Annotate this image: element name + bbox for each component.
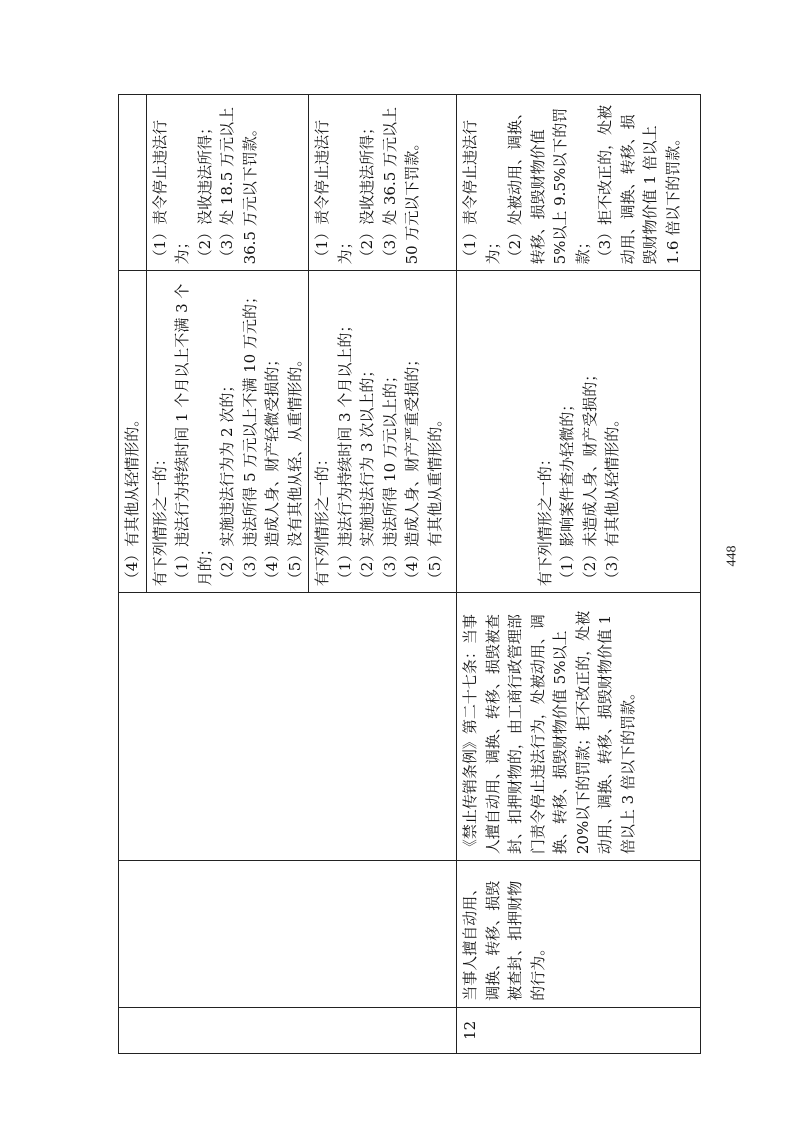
table-row <box>457 95 701 1054</box>
penalty-line: （1）责令停止违法行为； <box>313 119 354 265</box>
cell-conditions-r2 <box>309 271 457 593</box>
condition-line: （1）影响案件查办轻微的； <box>558 396 576 587</box>
cell-conditions-r3 <box>457 271 701 593</box>
cell-penalties-r3 <box>457 95 701 271</box>
condition-line: 有下列情形之一的： <box>150 451 169 587</box>
violation-act: 当事人擅自动用、调换、转移、损毁被查封、扣押财物的行为。 <box>457 861 701 1008</box>
condition-line: （3）违法所得 10 万元以上的； <box>380 368 399 587</box>
cell-conditions-r1 <box>146 271 309 593</box>
cell-penalties-r2 <box>309 95 457 271</box>
penalty-line: （1）责令停止违法行为； <box>150 119 191 265</box>
condition-line: （1）违法行为持续时间 3 个月以上的； <box>335 317 354 587</box>
condition-line: （3）有其他从轻情形的。 <box>603 411 621 587</box>
condition-line: （5）没有其他从轻、从重情形的。 <box>285 351 304 587</box>
penalty-line: （3）处 36.5 万元以上 50 万元以下罚款。 <box>380 106 421 265</box>
penalty-line: （1）责令停止违法行为； <box>461 119 502 265</box>
legal-basis: 《禁止传销条例》第二十七条：当事人擅自动用、调换、转移、损毁被查封、扣押财物的，由工商行政管理部门责令停止违法行为，处被动用、调换、转移、损毁财物价值 5%以上 20%以下的罚款；拒不改正的，处被动用、调换、转移、损毁财物价值 1 倍以上 3 倍以下的罚款。 <box>457 593 701 861</box>
cell-conditions-r0 <box>119 271 147 593</box>
cell-number-continued <box>119 1007 457 1053</box>
condition-line: （4）造成人身、财产轻微受损的； <box>263 351 281 587</box>
cell-law-continued <box>119 593 457 861</box>
cell-act-continued <box>119 861 457 1008</box>
condition-line: （1）违法行为持续时间 1 个月以上不满 3 个月的； <box>173 283 214 587</box>
page-number: 448 <box>724 545 740 567</box>
table-row-top <box>119 95 147 1054</box>
penalty-line: （2）没收违法所得； <box>195 119 214 265</box>
condition-line: （4）造成人身、财产严重受损的； <box>403 351 421 587</box>
condition-line: 有下列情形之一的： <box>535 451 554 587</box>
condition-line: （2）实施违法行为为 2 次的； <box>218 377 236 587</box>
rotated-table-container <box>118 94 682 1054</box>
row-number: 12 <box>457 1007 701 1053</box>
penalty-line: （3）处 18.5 万元以上 36.5 万元以下罚款。 <box>218 106 259 265</box>
cell-penalties-r1 <box>146 95 309 271</box>
condition-line: （5）有其他从重情形的。 <box>425 411 444 587</box>
cell-penalties-r0 <box>119 95 147 271</box>
penalty-line: （3）拒不改正的，处被动用、调换、转移、损毁财物价值 1 倍以上 1.6 倍以下的罚款。 <box>596 104 682 265</box>
condition-line: 有下列情形之一的： <box>313 451 331 587</box>
penalty-table <box>118 94 701 1054</box>
penalty-line: （2）没收违法所得； <box>358 119 376 265</box>
condition-line: （2）未造成人身、财产受损的； <box>580 366 599 587</box>
condition-line: （3）违法所得 5 万元以上不满 10 万元的； <box>240 289 259 587</box>
penalty-line: （2）处被动用、调换、转移、损毁财物价值 5%以上 9.5%以下的罚款； <box>506 104 592 265</box>
condition-line: （2）实施违法行为 3 次以上的； <box>358 362 376 587</box>
condition-line: （4）有其他从轻情形的。 <box>123 411 141 587</box>
